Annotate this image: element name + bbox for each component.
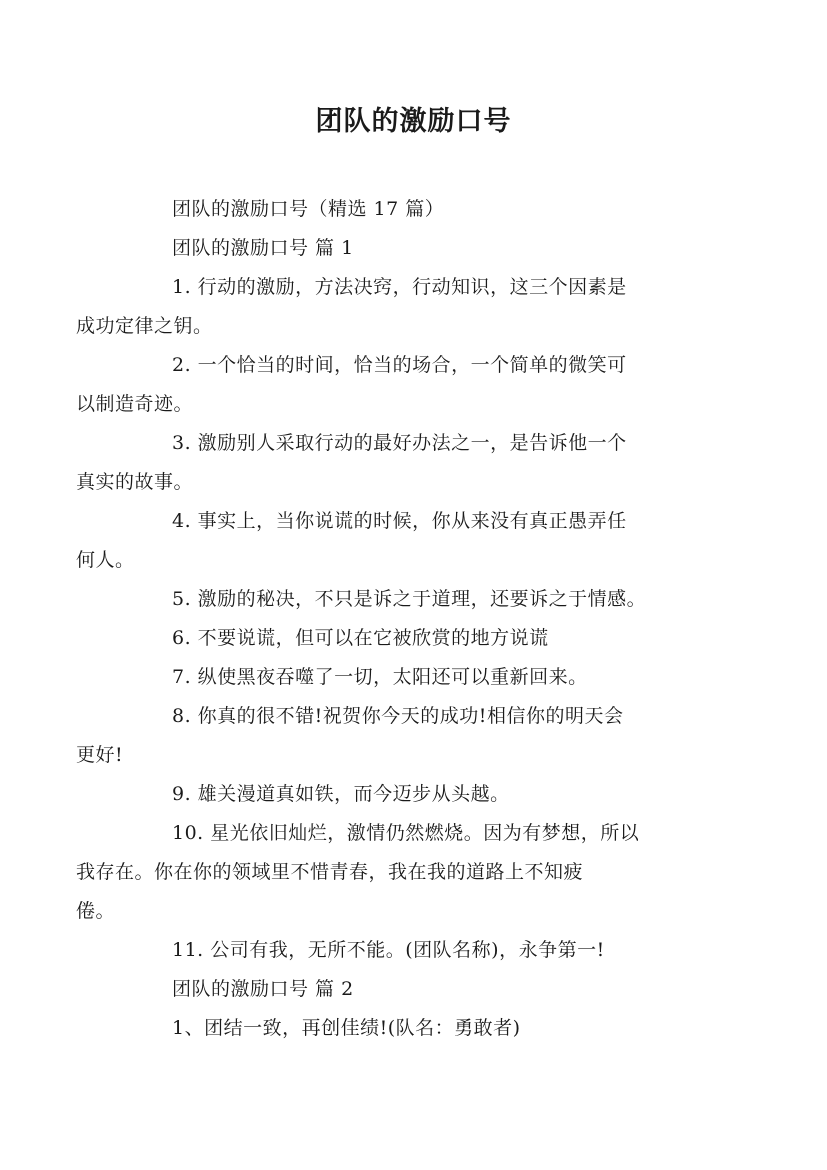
paragraph <box>124 580 724 619</box>
paragraph-line: 9. 雄关漫道真如铁，而今迈步从头越。 <box>172 783 510 805</box>
paragraph-line: 11. 公司有我，无所不能。(团队名称)，永争第一! <box>172 939 605 961</box>
paragraph <box>124 190 724 229</box>
paragraph <box>76 814 724 931</box>
paragraph <box>124 775 724 814</box>
paragraph <box>76 346 724 424</box>
paragraph <box>124 229 724 268</box>
paragraph <box>76 424 724 502</box>
paragraph <box>76 697 724 775</box>
paragraph-line: 以制造奇迹。 <box>76 393 194 415</box>
paragraph <box>124 970 724 1009</box>
paragraph <box>124 931 724 970</box>
paragraph-line: 何人。 <box>76 549 135 571</box>
paragraph-line: 真实的故事。 <box>76 471 194 493</box>
paragraph-line: 成功定律之钥。 <box>76 315 213 337</box>
paragraph-line: 8. 你真的很不错!祝贺你今天的成功!相信你的明天会 <box>172 705 624 727</box>
document-body <box>76 190 724 1048</box>
paragraph-line: 4. 事实上，当你说谎的时候，你从来没有真正愚弄任 <box>172 510 627 532</box>
paragraph-line: 我存在。你在你的领域里不惜青春，我在我的道路上不知疲 <box>76 861 584 883</box>
paragraph-line: 2. 一个恰当的时间，恰当的场合，一个简单的微笑可 <box>172 354 627 376</box>
document-title: 团队的激励口号 <box>315 106 512 137</box>
paragraph-line: 倦。 <box>76 900 116 922</box>
paragraph-line: 3. 激励别人采取行动的最好办法之一，是告诉他一个 <box>172 432 627 454</box>
paragraph-line: 6. 不要说谎，但可以在它被欣赏的地方说谎 <box>172 627 549 649</box>
paragraph-line: 1. 行动的激励，方法决窍，行动知识，这三个因素是 <box>172 276 627 298</box>
paragraph-line: 团队的激励口号（精选 17 篇） <box>172 198 445 220</box>
paragraph <box>76 502 724 580</box>
paragraph <box>124 658 724 697</box>
paragraph <box>124 619 724 658</box>
paragraph-line: 7. 纵使黑夜吞噬了一切，太阳还可以重新回来。 <box>172 666 588 688</box>
paragraph-line: 团队的激励口号 篇 2 <box>172 978 354 1000</box>
paragraph <box>124 1009 724 1048</box>
paragraph-line: 1、团结一致，再创佳绩!(队名：勇敢者) <box>172 1017 521 1039</box>
paragraph-line: 5. 激励的秘决，不只是诉之于道理，还要诉之于情感。 <box>172 588 647 610</box>
paragraph-line: 团队的激励口号 篇 1 <box>172 237 354 259</box>
paragraph <box>76 268 724 346</box>
paragraph-line: 更好! <box>76 744 124 766</box>
paragraph-line: 10. 星光依旧灿烂，激情仍然燃烧。因为有梦想，所以 <box>172 822 640 844</box>
